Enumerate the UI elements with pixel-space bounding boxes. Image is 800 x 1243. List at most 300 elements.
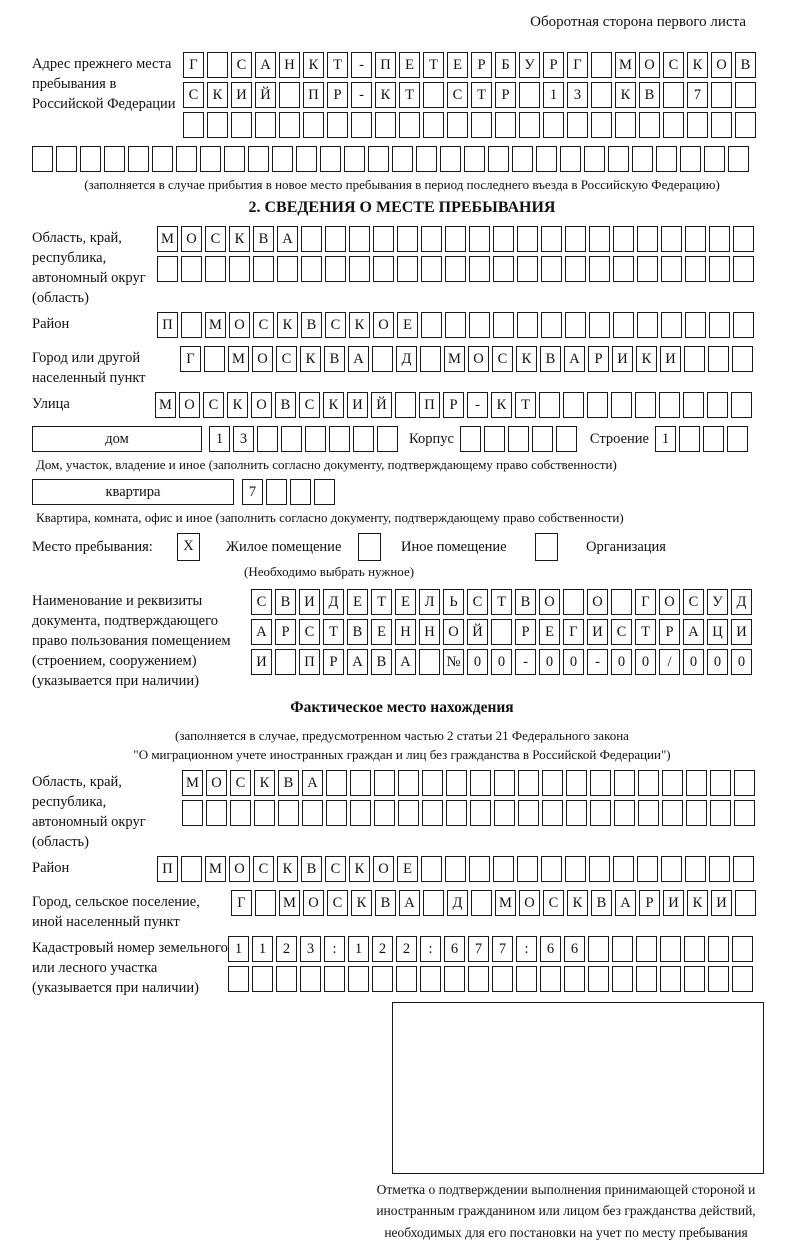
char-cell[interactable] — [495, 112, 516, 138]
char-cell[interactable] — [566, 770, 587, 796]
char-cell[interactable]: И — [299, 589, 320, 615]
char-cell[interactable]: О — [229, 312, 250, 338]
char-cell[interactable] — [104, 146, 125, 172]
char-cell[interactable]: К — [516, 346, 537, 372]
char-cell[interactable] — [493, 856, 514, 882]
char-cell[interactable]: С — [253, 856, 274, 882]
char-cell[interactable] — [734, 770, 755, 796]
char-cell[interactable]: А — [277, 226, 298, 252]
char-cell[interactable]: М — [157, 226, 178, 252]
char-cell[interactable] — [494, 770, 515, 796]
char-cell[interactable]: К — [687, 890, 708, 916]
char-cell[interactable] — [56, 146, 77, 172]
char-cell[interactable] — [266, 479, 287, 505]
char-cell[interactable] — [518, 800, 539, 826]
char-cell[interactable] — [710, 800, 731, 826]
char-cell[interactable] — [253, 256, 274, 282]
char-cell[interactable] — [128, 146, 149, 172]
char-cell[interactable]: Т — [635, 619, 656, 645]
char-cell[interactable] — [731, 392, 752, 418]
char-cell[interactable]: Д — [323, 589, 344, 615]
char-cell[interactable] — [709, 312, 730, 338]
char-cell[interactable] — [252, 966, 273, 992]
char-cell[interactable] — [423, 112, 444, 138]
char-cell[interactable] — [420, 346, 441, 372]
char-cell[interactable]: В — [253, 226, 274, 252]
char-cell[interactable] — [708, 966, 729, 992]
char-cell[interactable]: С — [683, 589, 704, 615]
char-cell[interactable] — [707, 392, 728, 418]
char-cell[interactable] — [200, 146, 221, 172]
char-cell[interactable]: В — [301, 856, 322, 882]
char-cell[interactable] — [660, 936, 681, 962]
char-cell[interactable]: М — [444, 346, 465, 372]
char-cell[interactable]: / — [659, 649, 680, 675]
char-cell[interactable]: С — [663, 52, 684, 78]
char-cell[interactable] — [588, 966, 609, 992]
char-cell[interactable] — [733, 312, 754, 338]
char-cell[interactable] — [685, 226, 706, 252]
char-cell[interactable] — [152, 146, 173, 172]
char-cell[interactable] — [445, 312, 466, 338]
char-cell[interactable]: О — [373, 312, 394, 338]
char-cell[interactable] — [349, 226, 370, 252]
char-cell[interactable] — [469, 856, 490, 882]
char-cell[interactable] — [565, 256, 586, 282]
char-cell[interactable]: О — [179, 392, 200, 418]
char-cell[interactable] — [157, 256, 178, 282]
char-cell[interactable] — [469, 226, 490, 252]
char-cell[interactable] — [445, 856, 466, 882]
char-cell[interactable]: 6 — [444, 936, 465, 962]
char-cell[interactable] — [565, 856, 586, 882]
char-cell[interactable]: В — [275, 392, 296, 418]
char-cell[interactable] — [469, 312, 490, 338]
char-cell[interactable]: К — [636, 346, 657, 372]
char-cell[interactable]: Т — [371, 589, 392, 615]
char-cell[interactable]: О — [639, 52, 660, 78]
char-cell[interactable] — [422, 770, 443, 796]
char-cell[interactable]: К — [207, 82, 228, 108]
char-cell[interactable]: Е — [397, 312, 418, 338]
char-cell[interactable]: И — [231, 82, 252, 108]
char-cell[interactable] — [325, 256, 346, 282]
char-cell[interactable] — [445, 256, 466, 282]
char-cell[interactable] — [663, 112, 684, 138]
char-cell[interactable] — [680, 146, 701, 172]
char-cell[interactable] — [372, 966, 393, 992]
char-cell[interactable] — [708, 346, 729, 372]
char-cell[interactable] — [735, 890, 756, 916]
char-cell[interactable] — [612, 936, 633, 962]
char-cell[interactable]: С — [253, 312, 274, 338]
char-cell[interactable]: С — [467, 589, 488, 615]
char-cell[interactable] — [471, 890, 492, 916]
char-cell[interactable]: П — [157, 856, 178, 882]
char-cell[interactable]: В — [371, 649, 392, 675]
char-cell[interactable] — [301, 256, 322, 282]
char-cell[interactable] — [279, 112, 300, 138]
char-cell[interactable] — [397, 226, 418, 252]
char-cell[interactable] — [661, 226, 682, 252]
char-cell[interactable] — [732, 966, 753, 992]
char-cell[interactable] — [684, 936, 705, 962]
char-cell[interactable]: В — [324, 346, 345, 372]
char-cell[interactable]: Н — [279, 52, 300, 78]
char-cell[interactable]: Б — [495, 52, 516, 78]
char-cell[interactable] — [732, 936, 753, 962]
char-cell[interactable] — [636, 936, 657, 962]
char-cell[interactable]: И — [663, 890, 684, 916]
char-cell[interactable] — [488, 146, 509, 172]
char-cell[interactable]: С — [205, 226, 226, 252]
char-cell[interactable]: С — [299, 392, 320, 418]
char-cell[interactable] — [290, 479, 311, 505]
char-cell[interactable]: Р — [543, 52, 564, 78]
char-cell[interactable]: О — [659, 589, 680, 615]
char-cell[interactable]: 0 — [611, 649, 632, 675]
char-cell[interactable]: - — [587, 649, 608, 675]
char-cell[interactable]: Г — [567, 52, 588, 78]
char-cell[interactable]: И — [347, 392, 368, 418]
char-cell[interactable] — [377, 426, 398, 452]
char-cell[interactable] — [176, 146, 197, 172]
char-cell[interactable]: 1 — [209, 426, 230, 452]
char-cell[interactable]: Т — [399, 82, 420, 108]
char-cell[interactable]: С — [183, 82, 204, 108]
char-cell[interactable] — [444, 966, 465, 992]
char-cell[interactable]: К — [229, 226, 250, 252]
char-cell[interactable] — [373, 256, 394, 282]
char-cell[interactable] — [542, 770, 563, 796]
char-cell[interactable] — [613, 226, 634, 252]
char-cell[interactable] — [543, 112, 564, 138]
char-cell[interactable] — [423, 82, 444, 108]
char-cell[interactable] — [421, 856, 442, 882]
char-cell[interactable]: Т — [423, 52, 444, 78]
char-cell[interactable] — [541, 226, 562, 252]
char-cell[interactable]: Д — [396, 346, 417, 372]
char-cell[interactable] — [440, 146, 461, 172]
char-cell[interactable]: Е — [539, 619, 560, 645]
char-cell[interactable]: А — [251, 619, 272, 645]
char-cell[interactable]: О — [587, 589, 608, 615]
char-cell[interactable] — [254, 800, 275, 826]
char-cell[interactable]: - — [515, 649, 536, 675]
char-cell[interactable] — [709, 856, 730, 882]
char-cell[interactable] — [446, 800, 467, 826]
char-cell[interactable]: Р — [443, 392, 464, 418]
char-cell[interactable] — [272, 146, 293, 172]
char-cell[interactable]: С — [276, 346, 297, 372]
char-cell[interactable] — [375, 112, 396, 138]
char-cell[interactable] — [587, 392, 608, 418]
char-cell[interactable] — [508, 426, 529, 452]
char-cell[interactable]: 7 — [492, 936, 513, 962]
char-cell[interactable] — [374, 800, 395, 826]
char-cell[interactable]: Р — [327, 82, 348, 108]
char-cell[interactable] — [556, 426, 577, 452]
char-cell[interactable]: М — [155, 392, 176, 418]
char-cell[interactable] — [661, 256, 682, 282]
char-cell[interactable] — [300, 966, 321, 992]
char-cell[interactable]: 1 — [228, 936, 249, 962]
char-cell[interactable]: О — [539, 589, 560, 615]
char-cell[interactable] — [613, 312, 634, 338]
char-cell[interactable]: - — [351, 52, 372, 78]
char-cell[interactable] — [588, 936, 609, 962]
char-cell[interactable] — [563, 589, 584, 615]
char-cell[interactable]: А — [683, 619, 704, 645]
char-cell[interactable]: В — [735, 52, 756, 78]
char-cell[interactable] — [350, 770, 371, 796]
char-cell[interactable]: М — [205, 856, 226, 882]
char-cell[interactable]: А — [399, 890, 420, 916]
char-cell[interactable] — [372, 346, 393, 372]
char-cell[interactable] — [635, 392, 656, 418]
char-cell[interactable] — [460, 426, 481, 452]
char-cell[interactable]: П — [375, 52, 396, 78]
char-cell[interactable]: А — [615, 890, 636, 916]
char-cell[interactable]: П — [299, 649, 320, 675]
char-cell[interactable]: О — [181, 226, 202, 252]
char-cell[interactable]: Т — [323, 619, 344, 645]
stay-checkbox-residential[interactable]: X — [177, 533, 200, 561]
char-cell[interactable]: Е — [395, 589, 416, 615]
char-cell[interactable] — [518, 770, 539, 796]
char-cell[interactable] — [733, 256, 754, 282]
char-cell[interactable]: С — [299, 619, 320, 645]
char-cell[interactable] — [638, 770, 659, 796]
char-cell[interactable]: 3 — [233, 426, 254, 452]
char-cell[interactable]: С — [543, 890, 564, 916]
char-cell[interactable]: 0 — [491, 649, 512, 675]
char-cell[interactable]: К — [567, 890, 588, 916]
char-cell[interactable]: В — [347, 619, 368, 645]
char-cell[interactable] — [608, 146, 629, 172]
char-cell[interactable] — [540, 966, 561, 992]
char-cell[interactable]: 7 — [687, 82, 708, 108]
char-cell[interactable] — [470, 800, 491, 826]
char-cell[interactable] — [395, 392, 416, 418]
char-cell[interactable]: В — [375, 890, 396, 916]
char-cell[interactable]: И — [251, 649, 272, 675]
char-cell[interactable] — [279, 82, 300, 108]
char-cell[interactable]: Р — [659, 619, 680, 645]
char-cell[interactable] — [637, 256, 658, 282]
char-cell[interactable]: К — [615, 82, 636, 108]
char-cell[interactable] — [207, 52, 228, 78]
char-cell[interactable] — [517, 256, 538, 282]
char-cell[interactable]: 0 — [731, 649, 752, 675]
char-cell[interactable]: 0 — [539, 649, 560, 675]
char-cell[interactable] — [423, 890, 444, 916]
char-cell[interactable]: С — [492, 346, 513, 372]
char-cell[interactable] — [656, 146, 677, 172]
char-cell[interactable] — [565, 226, 586, 252]
char-cell[interactable] — [536, 146, 557, 172]
char-cell[interactable]: Н — [419, 619, 440, 645]
char-cell[interactable] — [351, 112, 372, 138]
char-cell[interactable] — [396, 966, 417, 992]
char-cell[interactable] — [207, 112, 228, 138]
char-cell[interactable]: 1 — [655, 426, 676, 452]
char-cell[interactable]: П — [303, 82, 324, 108]
char-cell[interactable] — [275, 649, 296, 675]
char-cell[interactable]: С — [251, 589, 272, 615]
char-cell[interactable] — [517, 312, 538, 338]
char-cell[interactable] — [368, 146, 389, 172]
char-cell[interactable]: О — [519, 890, 540, 916]
char-cell[interactable]: В — [639, 82, 660, 108]
char-cell[interactable]: В — [540, 346, 561, 372]
char-cell[interactable]: К — [349, 312, 370, 338]
char-cell[interactable]: М — [205, 312, 226, 338]
char-cell[interactable]: Й — [255, 82, 276, 108]
char-cell[interactable] — [638, 800, 659, 826]
char-cell[interactable] — [344, 146, 365, 172]
char-cell[interactable] — [420, 966, 441, 992]
char-cell[interactable] — [231, 112, 252, 138]
char-cell[interactable] — [224, 146, 245, 172]
char-cell[interactable] — [679, 426, 700, 452]
char-cell[interactable] — [491, 619, 512, 645]
char-cell[interactable]: У — [519, 52, 540, 78]
char-cell[interactable]: 6 — [564, 936, 585, 962]
char-cell[interactable] — [493, 256, 514, 282]
char-cell[interactable] — [539, 392, 560, 418]
char-cell[interactable] — [687, 112, 708, 138]
char-cell[interactable] — [589, 256, 610, 282]
char-cell[interactable] — [709, 226, 730, 252]
char-cell[interactable]: - — [467, 392, 488, 418]
char-cell[interactable] — [567, 112, 588, 138]
char-cell[interactable]: К — [254, 770, 275, 796]
char-cell[interactable] — [660, 966, 681, 992]
char-cell[interactable]: Ь — [443, 589, 464, 615]
char-cell[interactable]: Г — [635, 589, 656, 615]
char-cell[interactable]: 0 — [707, 649, 728, 675]
char-cell[interactable] — [422, 800, 443, 826]
char-cell[interactable] — [248, 146, 269, 172]
char-cell[interactable] — [421, 312, 442, 338]
char-cell[interactable]: И — [711, 890, 732, 916]
char-cell[interactable]: К — [300, 346, 321, 372]
char-cell[interactable] — [494, 800, 515, 826]
char-cell[interactable] — [421, 226, 442, 252]
char-cell[interactable]: К — [491, 392, 512, 418]
char-cell[interactable] — [542, 800, 563, 826]
char-cell[interactable] — [637, 312, 658, 338]
char-cell[interactable] — [566, 800, 587, 826]
char-cell[interactable] — [519, 112, 540, 138]
char-cell[interactable] — [349, 256, 370, 282]
char-cell[interactable] — [708, 936, 729, 962]
char-cell[interactable] — [589, 312, 610, 338]
char-cell[interactable] — [591, 112, 612, 138]
char-cell[interactable]: О — [303, 890, 324, 916]
char-cell[interactable] — [324, 966, 345, 992]
char-cell[interactable]: Р — [639, 890, 660, 916]
char-cell[interactable] — [732, 346, 753, 372]
char-cell[interactable] — [735, 112, 756, 138]
char-cell[interactable] — [397, 256, 418, 282]
char-cell[interactable] — [589, 856, 610, 882]
char-cell[interactable]: У — [707, 589, 728, 615]
char-cell[interactable] — [229, 256, 250, 282]
char-cell[interactable] — [301, 226, 322, 252]
char-cell[interactable]: О — [229, 856, 250, 882]
char-cell[interactable] — [685, 256, 706, 282]
char-cell[interactable] — [181, 256, 202, 282]
char-cell[interactable]: И — [731, 619, 752, 645]
char-cell[interactable]: 0 — [683, 649, 704, 675]
char-cell[interactable] — [565, 312, 586, 338]
char-cell[interactable]: О — [468, 346, 489, 372]
char-cell[interactable] — [493, 226, 514, 252]
char-cell[interactable] — [205, 256, 226, 282]
char-cell[interactable] — [181, 312, 202, 338]
char-cell[interactable]: Г — [180, 346, 201, 372]
char-cell[interactable] — [492, 966, 513, 992]
char-cell[interactable]: К — [323, 392, 344, 418]
char-cell[interactable] — [584, 146, 605, 172]
char-cell[interactable]: М — [182, 770, 203, 796]
char-cell[interactable]: Т — [491, 589, 512, 615]
char-cell[interactable]: В — [515, 589, 536, 615]
char-cell[interactable] — [684, 346, 705, 372]
char-cell[interactable]: Е — [397, 856, 418, 882]
char-cell[interactable]: 0 — [467, 649, 488, 675]
char-cell[interactable] — [516, 966, 537, 992]
char-cell[interactable]: К — [375, 82, 396, 108]
char-cell[interactable]: И — [612, 346, 633, 372]
stay-checkbox-organization[interactable] — [535, 533, 558, 561]
char-cell[interactable]: 1 — [348, 936, 369, 962]
char-cell[interactable] — [326, 770, 347, 796]
char-cell[interactable] — [661, 312, 682, 338]
char-cell[interactable]: : — [420, 936, 441, 962]
char-cell[interactable] — [228, 966, 249, 992]
char-cell[interactable] — [32, 146, 53, 172]
char-cell[interactable]: С — [325, 312, 346, 338]
char-cell[interactable] — [704, 146, 725, 172]
char-cell[interactable] — [447, 112, 468, 138]
char-cell[interactable]: Д — [447, 890, 468, 916]
char-cell[interactable]: Д — [731, 589, 752, 615]
char-cell[interactable]: К — [687, 52, 708, 78]
char-cell[interactable]: К — [303, 52, 324, 78]
char-cell[interactable]: В — [278, 770, 299, 796]
char-cell[interactable]: 3 — [300, 936, 321, 962]
char-cell[interactable]: 2 — [372, 936, 393, 962]
char-cell[interactable] — [735, 82, 756, 108]
char-cell[interactable] — [727, 426, 748, 452]
char-cell[interactable]: Р — [515, 619, 536, 645]
char-cell[interactable] — [469, 256, 490, 282]
char-cell[interactable]: В — [301, 312, 322, 338]
char-cell[interactable] — [564, 966, 585, 992]
char-cell[interactable]: Т — [471, 82, 492, 108]
char-cell[interactable]: Л — [419, 589, 440, 615]
char-cell[interactable]: Т — [515, 392, 536, 418]
char-cell[interactable] — [206, 800, 227, 826]
char-cell[interactable]: Н — [395, 619, 416, 645]
char-cell[interactable]: С — [203, 392, 224, 418]
char-cell[interactable] — [399, 112, 420, 138]
char-cell[interactable]: 0 — [635, 649, 656, 675]
char-cell[interactable]: И — [587, 619, 608, 645]
